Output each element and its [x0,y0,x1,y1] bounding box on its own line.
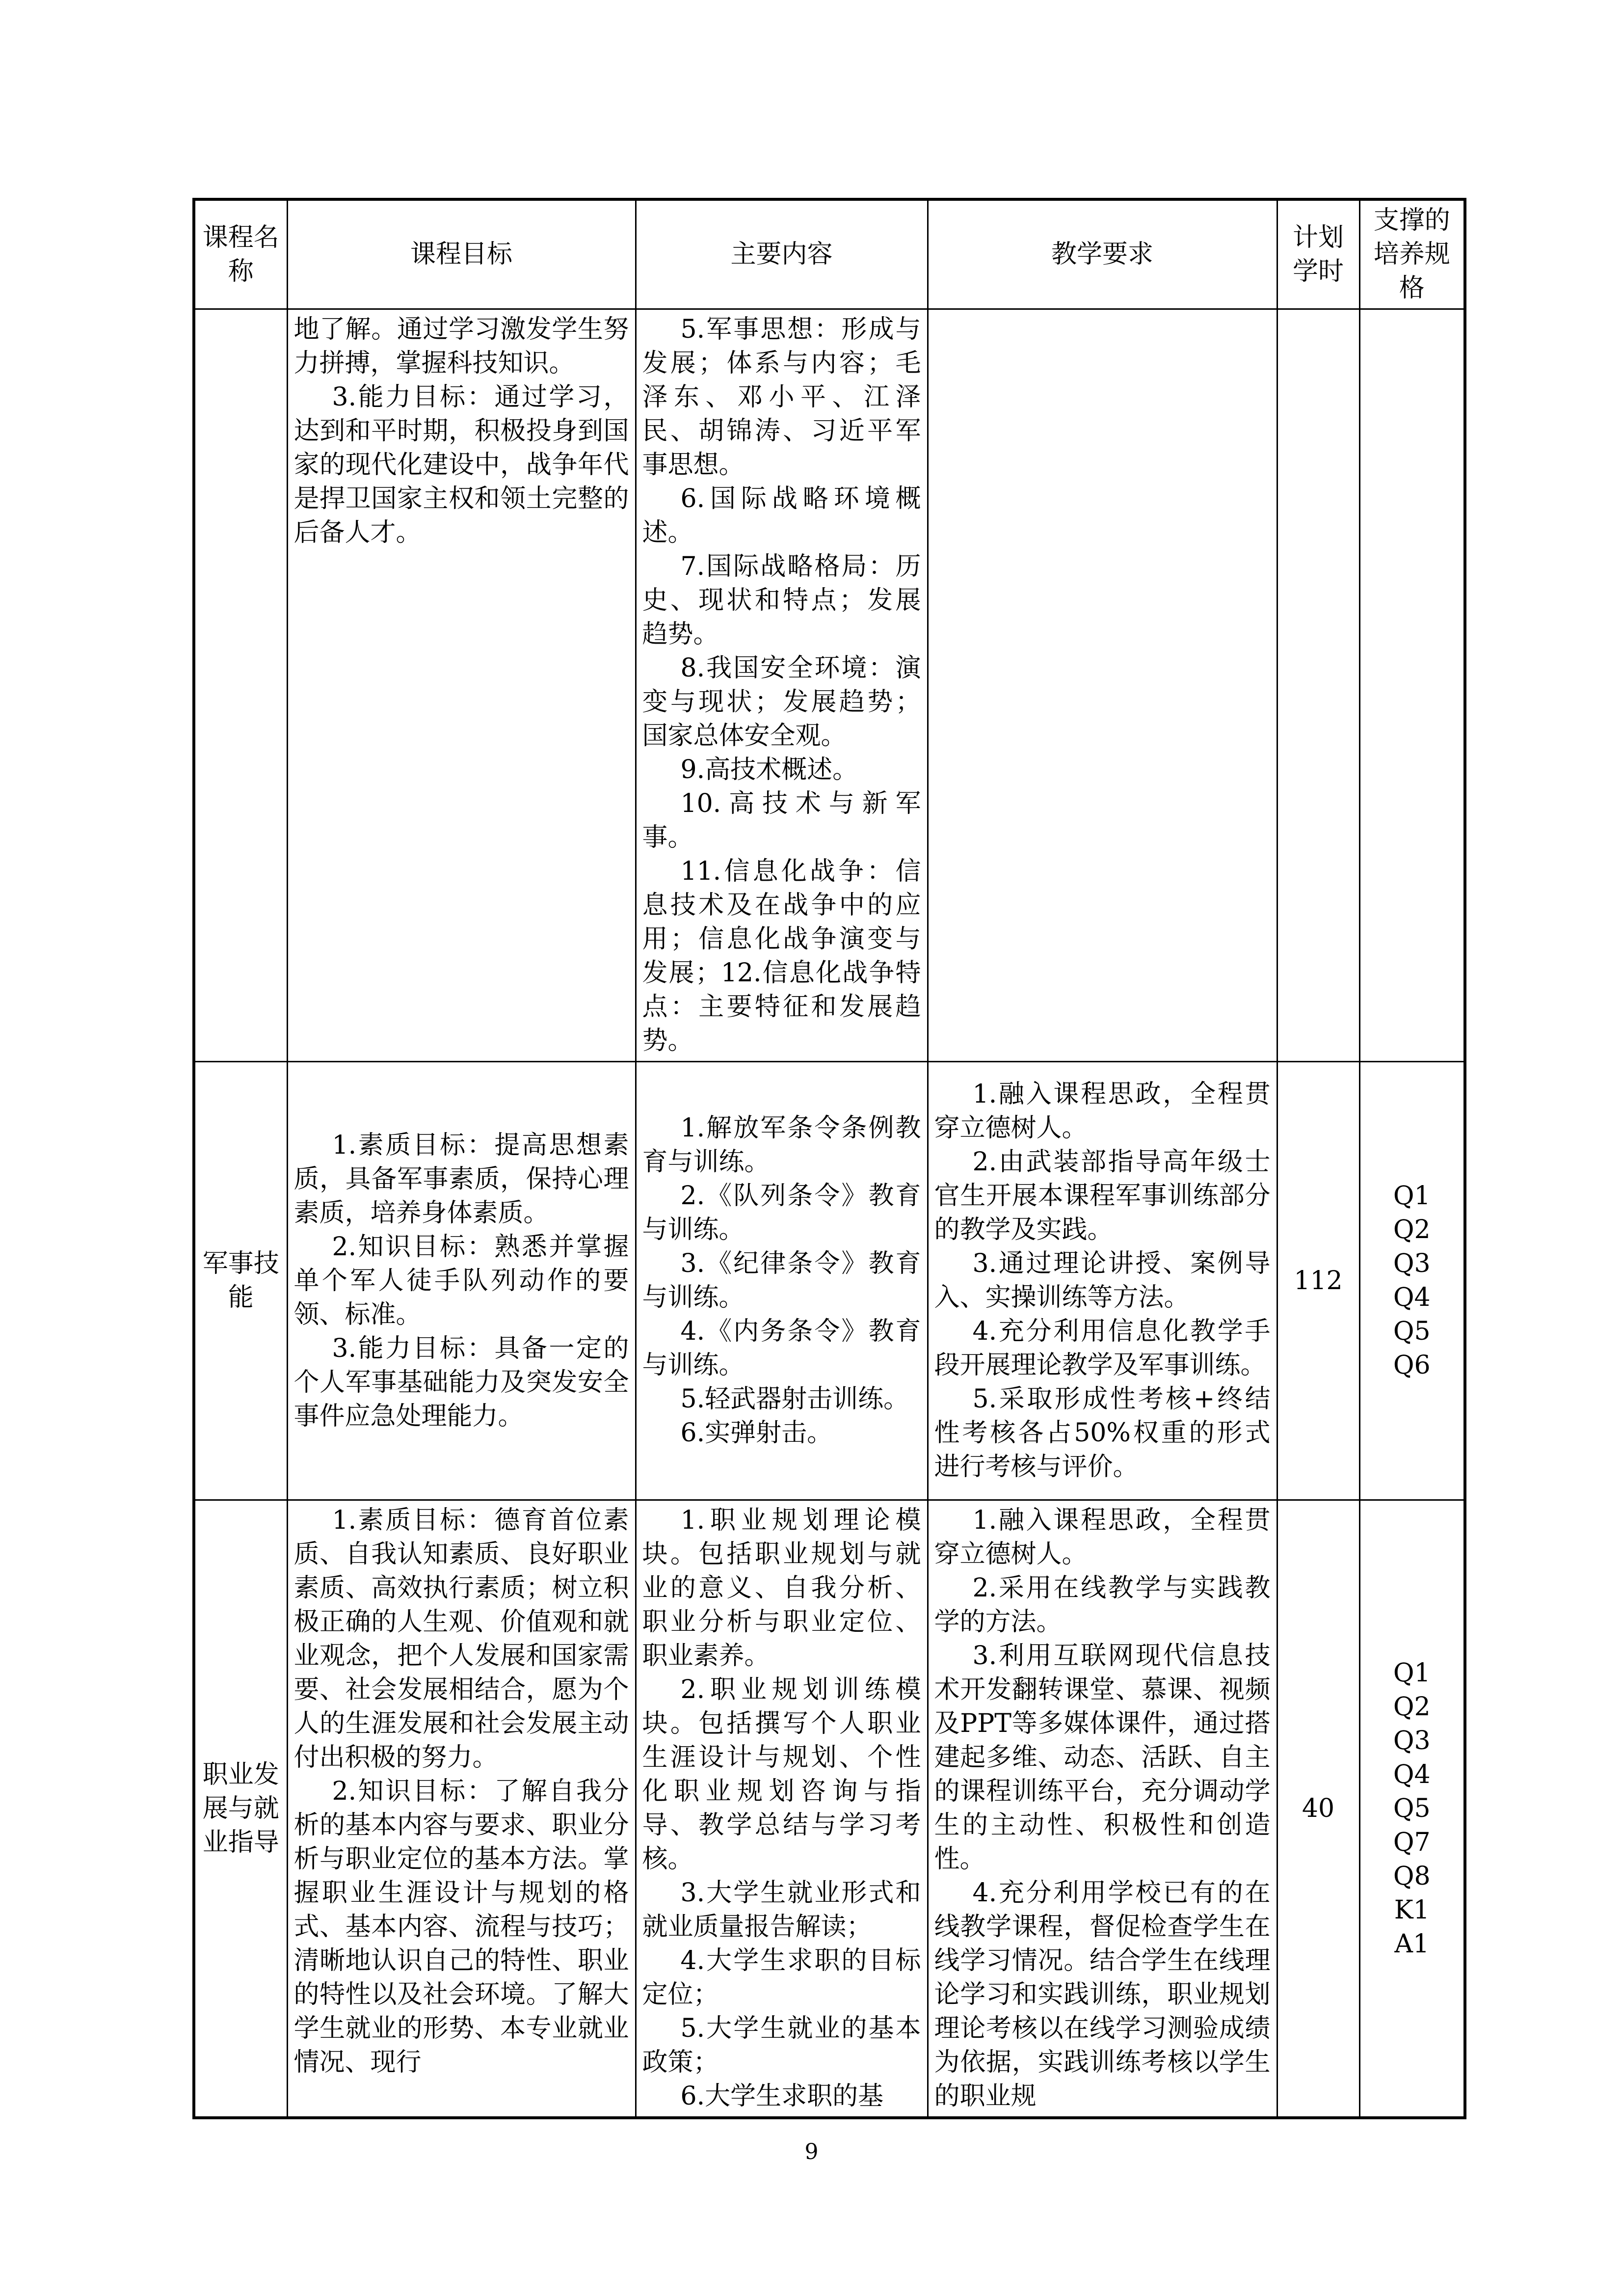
paragraph: 2.职业规划训练模块。包括撰写个人职业生涯设计与规划、个性化职业规划咨询与指导、教学总结与学习考核。 [642,1675,921,1874]
paragraph: 5.轻武器射击训练。 [680,1384,909,1414]
table-row [194,1500,1465,2118]
paragraph: 6.国际战略环境概述。 [642,484,921,547]
header-course-name: 课程名称 [194,199,287,309]
paragraph: 5.大学生就业的基本政策； [642,2014,921,2077]
course-name-cell: 军事技能 [194,1062,287,1500]
paragraph: 3.通过理论讲授、案例导入、实操训练等方法。 [934,1249,1271,1312]
spec-code: Q6 [1393,1351,1431,1380]
paragraph: 8.我国安全环境：演变与现状；发展趋势；国家总体安全观。 [642,653,921,751]
course-name-cell: 职业发展与就业指导 [194,1500,287,2118]
table-row [194,1062,1465,1500]
spec-code: Q5 [1393,1317,1431,1346]
spec-code: Q7 [1393,1827,1431,1857]
paragraph: 1.素质目标：德育首位素质、自我认知素质、良好职业素质、高效执行素质；树立积极正确的人生观、价值观和就业观念，把个人发展和国家需要、社会发展相结合，愿为个人的生涯发展和社会发展主动付出积极的努力。 [293,1506,629,1772]
spec-code: Q2 [1393,1215,1431,1244]
paragraph: 2.知识目标：了解自我分析的基本内容与要求、职业分析与职业定位的基本方法。掌握职业生涯设计与规划的格式、基本内容、流程与技巧；清晰地认识自己的特性、职业的特性以及社会环境。了解大学生就业的形势、本专业就业情况、现行 [293,1777,629,2077]
paragraph: 地了解。通过学习激发学生努力拼搏，掌握科技知识。 [293,315,629,378]
paragraph: 3.利用互联网现代信息技术开发翻转课堂、慕课、视频及PPT等多媒体课件，通过搭建起多维、动态、活跃、自主的课程训练平台，充分调动学生的主动性、积极性和创造性。 [934,1641,1271,1874]
spec-code: Q1 [1393,1658,1431,1688]
paragraph: 1.素质目标：提高思想素质，具备军事素质，保持心理素质，培养身体素质。 [293,1130,629,1228]
paragraph: 5.军事思想：形成与发展；体系与内容；毛泽东、邓小平、江泽民、胡锦涛、习近平军事思想。 [642,315,921,480]
spec-code: Q2 [1393,1692,1431,1722]
paragraph: 2.由武装部指导高年级士官生开展本课程军事训练部分的教学及实践。 [934,1147,1271,1244]
header-course-goal: 课程目标 [287,199,636,309]
spec-code: Q4 [1393,1759,1431,1789]
course-goal-cell [287,1062,636,1500]
supported-spec-cell [1359,1062,1465,1500]
paragraph: 7.国际战略格局：历史、现状和特点；发展趋势。 [642,552,921,649]
spec-code: Q3 [1393,1726,1431,1756]
planned-hours-cell [1277,309,1359,1062]
paragraph: 1.解放军条令条例教育与训练。 [642,1113,921,1177]
teaching-requirements-cell [928,1062,1277,1500]
main-content-cell [636,309,928,1062]
paragraph: 1.职业规划理论模块。包括职业规划与就业的意义、自我分析、职业分析与职业定位、职业素养。 [642,1506,921,1671]
paragraph: 3.能力目标：具备一定的个人军事基础能力及突发安全事件应急处理能力。 [293,1333,629,1431]
paragraph: 2.《队列条令》教育与训练。 [642,1181,921,1244]
paragraph: 3.《纪律条令》教育与训练。 [642,1249,921,1312]
course-name-cell [194,309,287,1062]
paragraph: 1.融入课程思政，全程贯穿立德树人。 [934,1080,1271,1143]
paragraph: 1.融入课程思政，全程贯穿立德树人。 [934,1506,1271,1569]
paragraph: 3.能力目标：通过学习，达到和平时期，积极投身到国家的现代化建设中，战争年代是捍卫国家主权和领土完整的后备人才。 [293,382,629,547]
spec-code: K1 [1394,1895,1430,1925]
spec-code: Q5 [1393,1793,1431,1823]
supported-spec-cell [1359,1500,1465,2118]
course-goal-cell [287,309,636,1062]
spec-code: Q4 [1393,1283,1431,1312]
header-supported-spec: 支撑的培养规格 [1359,199,1465,309]
course-goal-cell [287,1500,636,2118]
paragraph: 4.充分利用信息化教学手段开展理论教学及军事训练。 [934,1317,1271,1380]
table-header-row [194,199,1465,309]
page-number: 9 [804,2139,819,2164]
spec-code: Q3 [1393,1249,1431,1278]
spec-code: A1 [1394,1929,1430,1959]
curriculum-table [192,198,1466,2119]
header-main-content: 主要内容 [636,199,928,309]
main-content-cell [636,1500,928,2118]
paragraph: 2.知识目标：熟悉并掌握单个军人徒手队列动作的要领、标准。 [293,1232,629,1329]
paragraph: 6.大学生求职的基 [680,2081,884,2111]
paragraph: 5.采取形成性考核+终结性考核各占50%权重的形式进行考核与评价。 [934,1384,1271,1482]
spec-code: Q1 [1393,1181,1431,1211]
paragraph: 9.高技术概述。 [680,755,858,784]
header-teaching-requirements: 教学要求 [928,199,1277,309]
teaching-requirements-cell [928,1500,1277,2118]
header-planned-hours: 计划学时 [1277,199,1359,309]
paragraph: 4.《内务条令》教育与训练。 [642,1317,921,1380]
spec-code: Q8 [1393,1861,1431,1891]
main-content-cell [636,1062,928,1500]
paragraph: 4.大学生求职的目标定位； [642,1946,921,2009]
paragraph: 10.高技术与新军事。 [642,789,921,852]
planned-hours-cell: 112 [1277,1062,1359,1500]
paragraph: 3.大学生就业形式和就业质量报告解读； [642,1878,921,1942]
supported-spec-cell [1359,309,1465,1062]
planned-hours-cell: 40 [1277,1500,1359,2118]
table-row [194,309,1465,1062]
paragraph: 4.充分利用学校已有的在线教学课程，督促检查学生在线学习情况。结合学生在线理论学习和实践训练，职业规划理论考核以在线学习测验成绩为依据，实践训练考核以学生的职业规 [934,1878,1271,2111]
paragraph: 2.采用在线教学与实践教学的方法。 [934,1573,1271,1637]
paragraph: 11.信息化战争：信息技术及在战争中的应用；信息化战争演变与发展；12.信息化战争特点：主要特征和发展趋势。 [642,857,921,1055]
teaching-requirements-cell [928,309,1277,1062]
paragraph: 6.实弹射击。 [680,1418,833,1448]
